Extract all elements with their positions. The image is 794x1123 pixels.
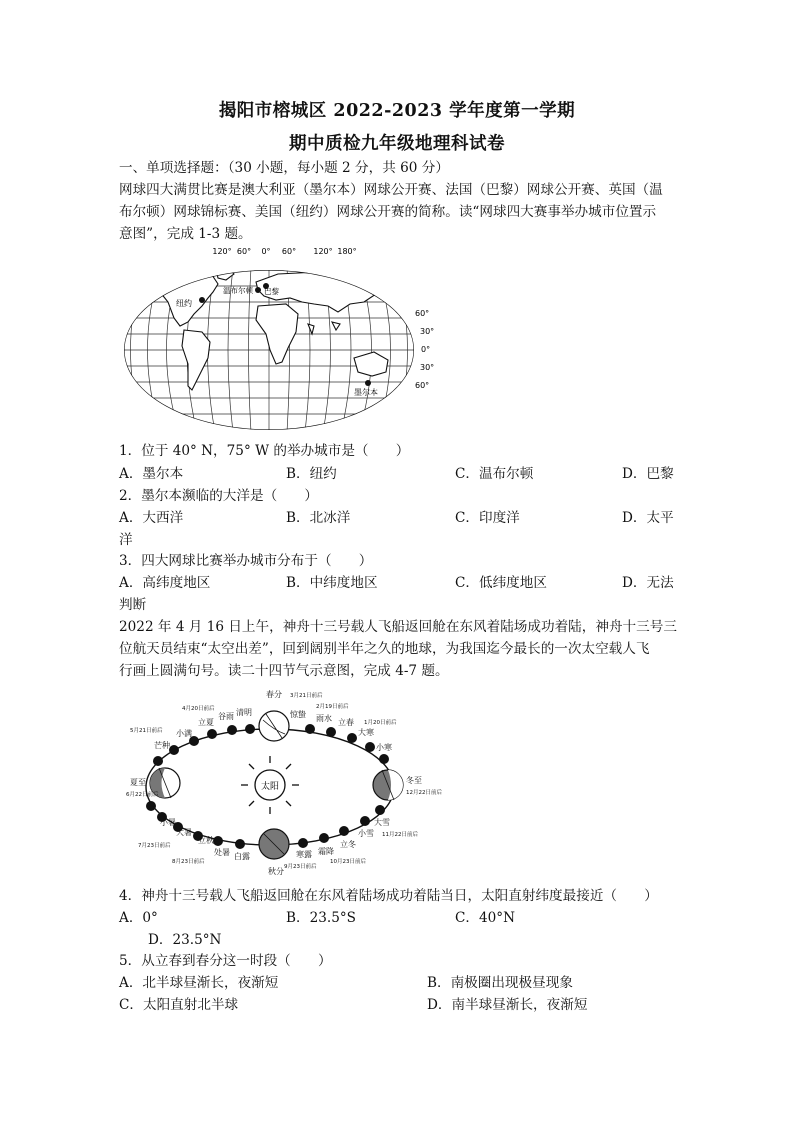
exam-title-line1: 揭阳市榕城区 2022-2023 学年度第一学期 (218, 101, 576, 121)
date-label: 1月20日前后 (364, 720, 397, 726)
date-label: 8月23日前后 (172, 859, 205, 865)
term-label: 谷雨 (218, 712, 234, 721)
date-label: 5月21日前后 (130, 728, 163, 734)
term-label: 立夏 (198, 718, 214, 727)
map-lon-label: 120° (313, 247, 333, 256)
term-label: 惊蛰 (290, 710, 306, 719)
city-label: 温布尔顿 (223, 286, 253, 295)
map-lat-label: 0° (421, 345, 431, 354)
passage-line: 2022 年 4 月 16 日上午，神舟十三号载人飞船返回舱在东风着陆场成功着陆，神舟十三号三 (119, 619, 677, 635)
map-lon-label: 120° (212, 247, 232, 256)
q2-option-a[interactable]: A．大西洋 (119, 510, 184, 526)
term-label: 小满 (176, 729, 192, 738)
q4-option-c[interactable]: C．40°N (455, 910, 515, 926)
term-label: 白露 (234, 852, 250, 861)
section-heading: 一、单项选择题：（30 小题，每小题 2 分，共 60 分） (119, 160, 449, 176)
q3-option-d-wrap: 判断 (119, 597, 147, 613)
q1-option-c[interactable]: C．温布尔顿 (455, 466, 534, 482)
term-label: 夏至 (130, 778, 146, 787)
q3-option-b[interactable]: B．中纬度地区 (286, 575, 378, 591)
date-label: 9月23日前后 (284, 864, 317, 870)
world-map-figure (118, 240, 435, 440)
term-label: 大寒 (358, 728, 374, 737)
q5-option-c[interactable]: C．太阳直射北半球 (119, 997, 239, 1013)
map-lon-label: 60° (281, 247, 297, 256)
term-label: 小暑 (160, 818, 176, 827)
sun-label: 太阳 (260, 782, 280, 792)
term-label: 处暑 (214, 848, 230, 857)
q1-option-a[interactable]: A．墨尔本 (119, 466, 184, 482)
term-label: 芒种 (154, 741, 170, 750)
date-label: 7月23日前后 (138, 843, 171, 849)
question-2-stem: 2．墨尔本濒临的大洋是（ ） (119, 488, 318, 504)
term-label: 立冬 (340, 840, 356, 849)
term-label: 寒露 (296, 850, 312, 859)
term-label: 秋分 (268, 867, 284, 876)
term-label: 小雪 (358, 829, 374, 838)
q5-option-d[interactable]: D．南半球昼渐长，夜渐短 (427, 997, 588, 1013)
q2-option-c[interactable]: C．印度洋 (455, 510, 520, 526)
passage-line: 位航天员结束“太空出差”，回到阔别半年之久的地球，为我国迄今最长的一次太空载人飞 (119, 641, 650, 657)
date-label: 11月22日前后 (382, 832, 418, 838)
map-lon-label: 180° (337, 247, 357, 256)
term-label: 清明 (236, 708, 252, 717)
map-lat-label: 30° (420, 363, 435, 372)
q1-option-d[interactable]: D．巴黎 (622, 466, 674, 482)
term-label: 小寒 (376, 743, 392, 752)
date-label: 4月20日前后 (182, 706, 215, 712)
earth-autumn (259, 829, 289, 859)
date-label: 2月19日前后 (316, 704, 349, 710)
solar-terms-diagram (118, 684, 442, 876)
date-label: 3月21日前后 (290, 693, 323, 699)
q5-option-b[interactable]: B．南极圈出现极昼现象 (427, 975, 573, 991)
date-label: 6月22日前后 (126, 792, 159, 798)
q3-option-a[interactable]: A．高纬度地区 (119, 575, 211, 591)
term-label: 大暑 (176, 828, 192, 837)
city-label: 纽约 (176, 299, 192, 308)
map-lon-label: 0° (261, 247, 271, 256)
term-label: 霜降 (318, 847, 334, 856)
question-4-stem: 4．神舟十三号载人飞船返回舱在东风着陆场成功着陆当日，太阳直射纬度最接近（ ） (119, 888, 658, 904)
q4-option-a[interactable]: A．0° (119, 910, 158, 926)
passage-line: 行画上圆满句号。读二十四节气示意图，完成 4-7 题。 (119, 663, 449, 679)
question-3-stem: 3．四大网球比赛举办城市分布于（ ） (119, 553, 373, 569)
q3-option-d[interactable]: D．无法 (622, 575, 674, 591)
intro-line: 布尔顿）网球锦标赛、美国（纽约）网球公开赛的简称。读“网球四大赛事举办城市位置示 (119, 204, 657, 220)
q4-option-d[interactable]: D．23.5°N (148, 932, 222, 948)
date-label: 12月22日前后 (406, 790, 442, 796)
map-lat-label: 30° (420, 327, 435, 336)
term-label: 立春 (338, 718, 354, 727)
term-label: 立秋 (198, 836, 214, 845)
city-label: 墨尔本 (354, 388, 378, 397)
q1-option-b[interactable]: B．纽约 (286, 466, 337, 482)
q4-option-b[interactable]: B．23.5°S (286, 910, 356, 926)
city-label: 巴黎 (264, 287, 279, 296)
earth-spring (259, 711, 289, 741)
term-label: 春分 (266, 690, 282, 699)
intro-line: 网球四大满贯比赛是澳大利亚（墨尔本）网球公开赛、法国（巴黎）网球公开赛、英国（温 (119, 182, 663, 198)
date-label: 10月23日前后 (330, 859, 366, 865)
question-5-stem: 5．从立春到春分这一时段（ ） (119, 953, 332, 969)
q3-option-c[interactable]: C．低纬度地区 (455, 575, 547, 591)
q2-option-b[interactable]: B．北冰洋 (286, 510, 351, 526)
sun (241, 756, 299, 814)
map-lon-label: 60° (236, 247, 252, 256)
q2-option-d[interactable]: D．太平 (622, 510, 674, 526)
question-1-stem: 1．位于 40° N，75° W 的举办城市是（ ） (119, 443, 410, 459)
exam-title-line2: 期中质检九年级地理科试卷 (289, 134, 505, 154)
earth-winter (373, 770, 403, 800)
q2-option-d-wrap: 洋 (119, 532, 133, 548)
term-label: 大雪 (374, 818, 390, 827)
term-label: 雨水 (316, 714, 332, 723)
term-label: 冬至 (406, 776, 422, 785)
intro-line: 意图”，完成 1-3 题。 (119, 226, 252, 242)
map-lat-label: 60° (415, 381, 430, 390)
q5-option-a[interactable]: A．北半球昼渐长，夜渐短 (119, 975, 279, 991)
map-lat-label: 60° (415, 309, 430, 318)
